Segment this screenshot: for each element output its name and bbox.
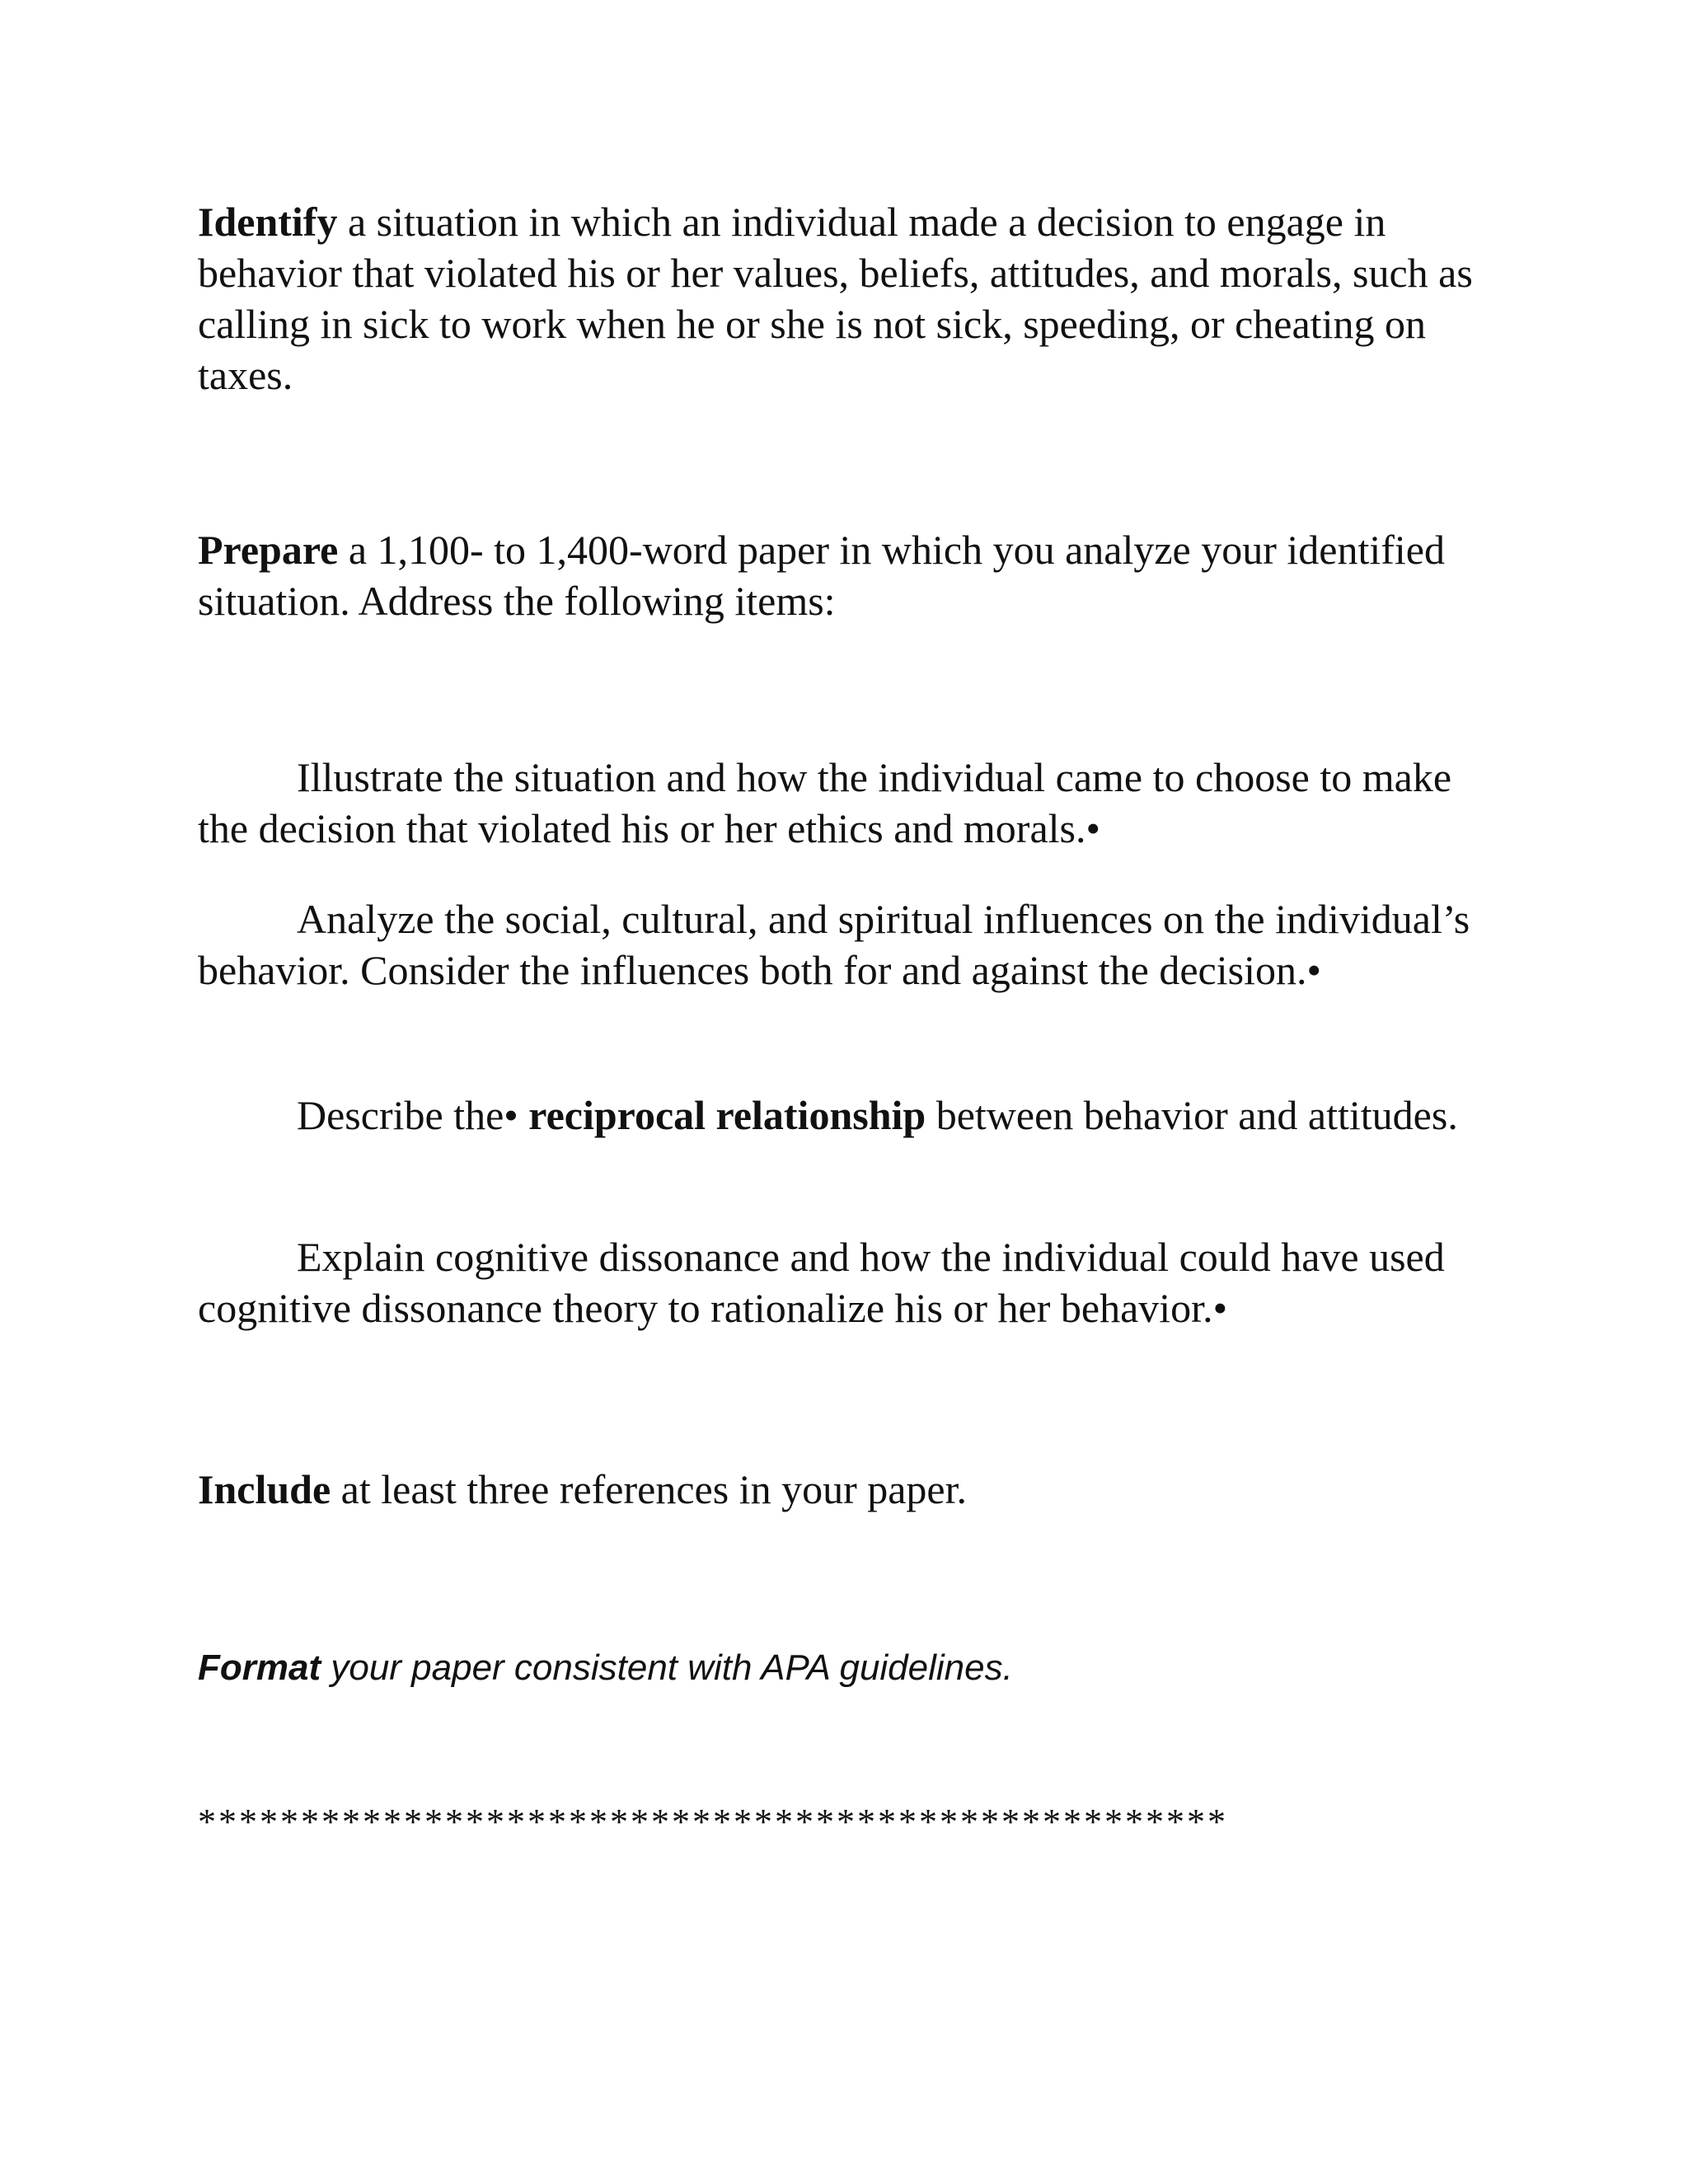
- list-item-text: Analyze the social, cultural, and spiritual influences on the individual’s behavior. Consider the influences both for and against the decision.•: [198, 896, 1470, 993]
- prepare-text: a 1,100- to 1,400-word paper in which you analyze your identified situation. Address the following items:: [198, 527, 1445, 624]
- format-text: your paper consistent with APA guidelines.: [321, 1647, 1013, 1688]
- list-item-text-after: between behavior and attitudes.: [926, 1092, 1458, 1138]
- identify-lead: Identify: [198, 199, 338, 245]
- list-item-text: Explain cognitive dissonance and how the individual could have used cognitive dissonance theory to rationalize his or her behavior.•: [198, 1234, 1445, 1331]
- list-item-illustrate: [198, 752, 1484, 854]
- format-lead: Format: [198, 1647, 321, 1688]
- identify-paragraph: [198, 196, 1484, 401]
- include-lead: Include: [198, 1466, 331, 1512]
- include-paragraph: [198, 1464, 1484, 1515]
- reciprocal-relationship-term: reciprocal relationship: [528, 1092, 926, 1138]
- list-item-explain: [198, 1231, 1484, 1333]
- prepare-lead: Prepare: [198, 527, 339, 573]
- list-item-analyze: [198, 893, 1484, 996]
- prepare-paragraph: [198, 524, 1484, 626]
- separator-asterisks: **************************************************: [198, 1802, 1228, 1842]
- list-item-describe: [198, 1090, 1484, 1141]
- format-paragraph: [198, 1645, 1484, 1691]
- list-item-text-before: Describe the•: [297, 1092, 529, 1138]
- include-text: at least three references in your paper.: [331, 1466, 967, 1512]
- identify-text: a situation in which an individual made a decision to engage in behavior that violated his or her values, beliefs, attitudes, and morals, such as calling in sick to work when he or she is not sick, speeding, or cheating on taxes.: [198, 199, 1473, 398]
- list-item-text: Illustrate the situation and how the individual came to choose to make the decision that violated his or her ethics and morals.•: [198, 754, 1452, 851]
